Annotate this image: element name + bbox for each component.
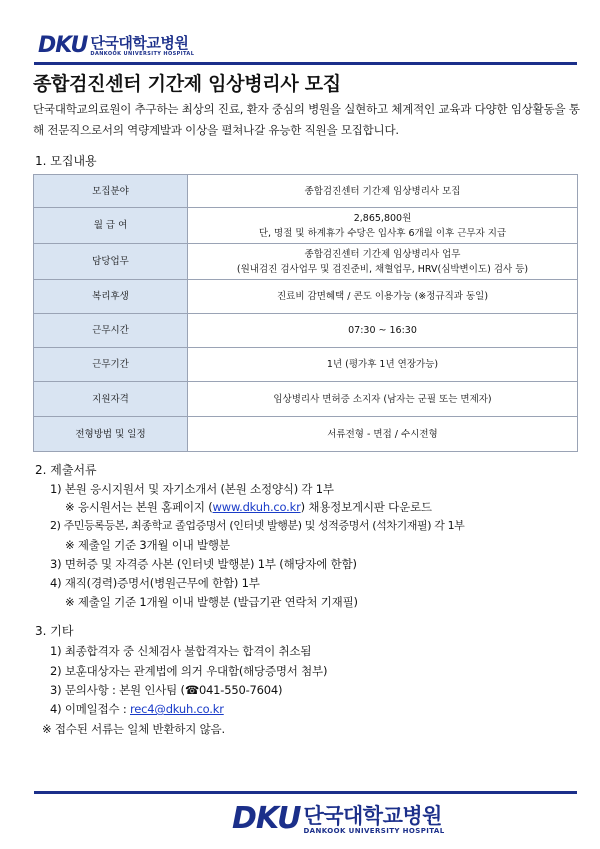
- list-note: ※ 제출일 기준 1개월 이내 발행분 (발급기관 연락처 기재필): [65, 595, 358, 609]
- row-value: 1년 (평가후 1년 연장가능): [188, 348, 578, 382]
- table-row: [34, 280, 578, 314]
- table-row: [34, 382, 578, 417]
- logo-korean-name: 단국대학교병원: [90, 34, 189, 52]
- list-item: 4) 재직(경력)증명서(병원근무에 한함) 1부: [50, 576, 260, 590]
- table-row: [34, 244, 578, 280]
- list-item: 1) 본원 응시지원서 및 자기소개서 (본원 소정양식) 각 1부: [50, 482, 334, 496]
- logo-mark: DKU: [38, 33, 88, 58]
- row-key: 근무시간: [34, 314, 188, 348]
- table-row: [34, 175, 578, 208]
- row-value: 임상병리사 면허증 소지자 (남자는 군필 또는 면제자): [188, 382, 578, 417]
- list-item: 2) 보훈대상자는 관계법에 의거 우대함(해당증명서 첨부): [50, 664, 328, 678]
- row-key: 전형방법 및 일정: [34, 417, 188, 452]
- logo-english-name: DANKOOK UNIVERSITY HOSPITAL: [303, 827, 445, 835]
- row-key: 지원자격: [34, 382, 188, 417]
- homepage-link[interactable]: www.dkuh.co.kr: [212, 500, 301, 514]
- list-note: ※ 접수된 서류는 일체 반환하지 않음.: [42, 722, 225, 736]
- list-item: 4) 이메일접수 : rec4@dkuh.co.kr: [50, 702, 224, 716]
- table-row: [34, 417, 578, 452]
- email-link[interactable]: rec4@dkuh.co.kr: [130, 702, 224, 716]
- header-divider: [34, 62, 577, 65]
- row-value: 종합검진센터 기간제 임상병리사 업무 (원내검진 검사업무 및 검진준비, 채혈업무, HRV(심박변이도) 검사 등): [188, 244, 578, 280]
- row-value: 2,865,800원 단, 명절 및 하계휴가 수당은 입사후 6개월 이후 근무자 지급: [188, 208, 578, 244]
- table-row: [34, 208, 578, 244]
- row-value: 진료비 감면혜택 / 콘도 이용가능 (※정규직과 동일): [188, 280, 578, 314]
- list-item: 3) 면허증 및 자격증 사본 (인터넷 발행분) 1부 (해당자에 한함): [50, 557, 357, 571]
- list-note: ※ 응시원서는 본원 홈페이지 (www.dkuh.co.kr) 채용정보게시판 다운로드: [65, 500, 432, 514]
- row-key: 월 급 여: [34, 208, 188, 244]
- footer-divider: [34, 791, 577, 794]
- logo-mark: DKU: [232, 801, 301, 836]
- section-heading-etc: 3. 기타: [35, 624, 74, 638]
- row-value: 서류전형 - 면접 / 수시전형: [188, 417, 578, 452]
- list-item: 1) 최종합격자 중 신체검사 불합격자는 합격이 취소됨: [50, 644, 312, 658]
- row-value: 종합검진센터 기간제 임상병리사 모집: [188, 175, 578, 208]
- section-heading-recruit: 1. 모집내용: [35, 154, 97, 168]
- recruit-table: [33, 174, 578, 452]
- row-key: 복리후생: [34, 280, 188, 314]
- row-value: 07:30 ~ 16:30: [188, 314, 578, 348]
- footer-logo: [232, 801, 445, 836]
- list-item: 2) 주민등록등본, 최종학교 졸업증명서 (인터넷 발행분) 및 성적증명서 (석차기재필) 각 1부: [50, 519, 465, 532]
- row-key: 근무기간: [34, 348, 188, 382]
- section-heading-documents: 2. 제출서류: [35, 463, 97, 477]
- row-key: 모집분야: [34, 175, 188, 208]
- logo-english-name: DANKOOK UNIVERSITY HOSPITAL: [90, 51, 195, 57]
- logo-korean-name: 단국대학교병원: [303, 804, 442, 828]
- page-title: 종합검진센터 기간제 임상병리사 모집: [33, 73, 341, 95]
- row-key: 담당업무: [34, 244, 188, 280]
- list-item: 3) 문의사항 : 본원 인사팀 (☎041-550-7604): [50, 683, 283, 697]
- table-row: [34, 314, 578, 348]
- header-logo: [38, 33, 195, 58]
- list-note: ※ 제출일 기준 3개월 이내 발행분: [65, 538, 230, 552]
- table-row: [34, 348, 578, 382]
- intro-paragraph: 단국대학교의료원이 추구하는 최상의 진료, 환자 중심의 병원을 실현하고 체계적인 교육과 다양한 임상활동을 통해 전문직으로서의 역량계발과 이상을 펼쳐나갈 유능한 직원을 모집합니다.: [33, 102, 580, 137]
